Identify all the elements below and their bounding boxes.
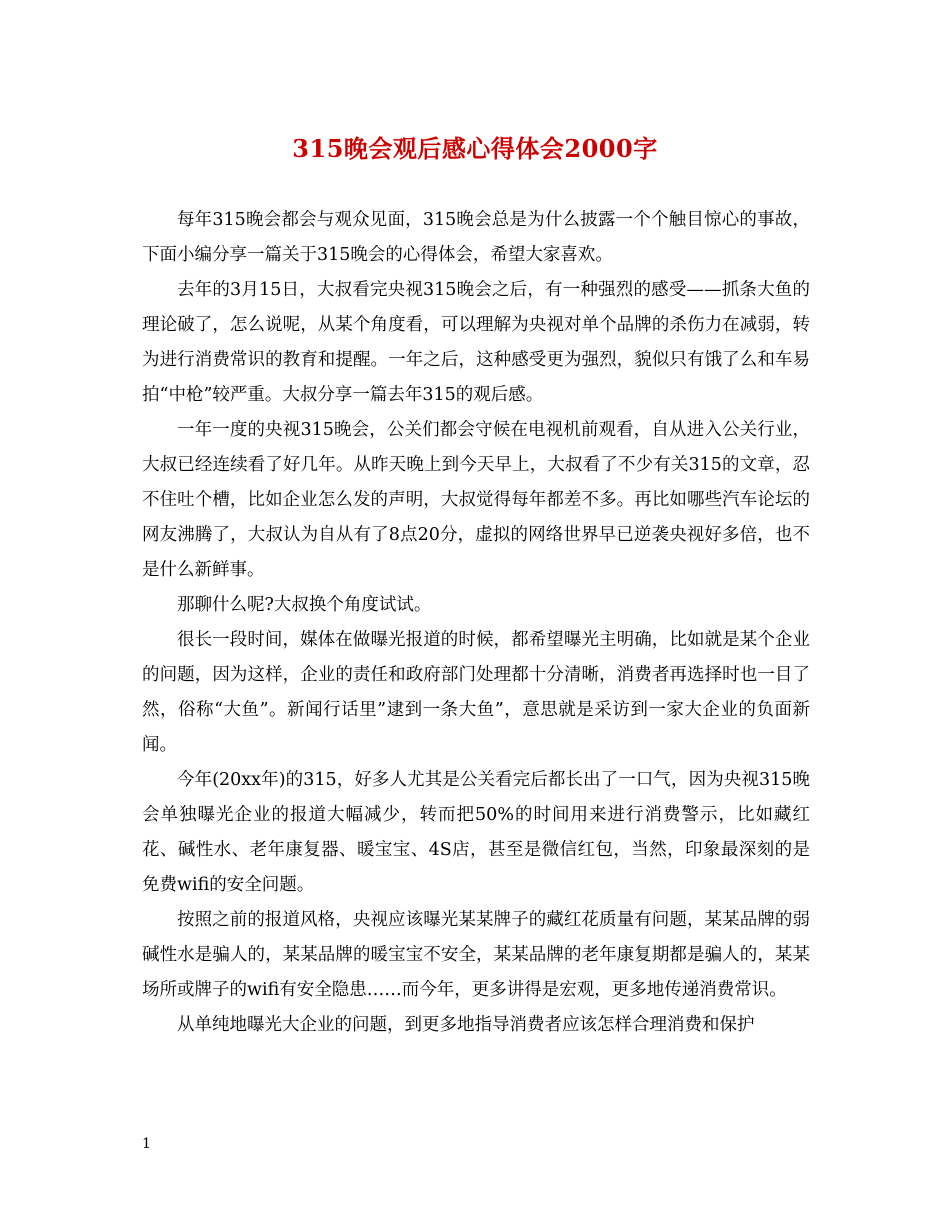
paragraph-1: 每年315晚会都会与观众见面，315晚会总是为什么披露一个个触目惊心的事故，下面小编分享一篇关于315晚会的心得体会，希望大家喜欢。: [142, 210, 810, 265]
page-number: 1: [142, 1136, 151, 1152]
paragraph-2: 去年的3月15日，大叔看完央视315晚会之后，有一种强烈的感受——抓条大鱼的理论破了，怎么说呢，从某个角度看，可以理解为央视对单个品牌的杀伤力在减弱，转为进行消费常识的教育和提醒。一年之后，这种感受更为强烈，貌似只有饿了么和车易拍“中枪”较严重。大叔分享一篇去年315的观后感。: [142, 280, 810, 405]
paragraph-8: 从单纯地曝光大企业的问题，到更多地指导消费者应该怎样合理消费和保护: [177, 1015, 755, 1035]
document-body: [142, 203, 810, 1043]
paragraph-4: 那聊什么呢?大叔换个角度试试。: [177, 595, 432, 615]
document-title: 315晚会观后感心得体会2000字: [292, 134, 658, 163]
paragraph-6: 今年(20xx年)的315，好多人尤其是公关看完后都长出了一口气，因为央视315晚会单独曝光企业的报道大幅减少，转而把50%的时间用来进行消费警示，比如藏红花、碱性水、老年康复器、暖宝宝、4S店，甚至是微信红包，当然，印象最深刻的是免费wifi的安全问题。: [142, 770, 810, 895]
paragraph-3: 一年一度的央视315晚会，公关们都会守候在电视机前观看，自从进入公关行业，大叔已经连续看了好几年。从昨天晚上到今天早上，大叔看了不少有关315的文章，忍不住吐个槽，比如企业怎么发的声明，大叔觉得每年都差不多。再比如哪些汽车论坛的网友沸腾了，大叔认为自从有了8点20分，虚拟的网络世界早已逆袭央视好多倍，也不是什么新鲜事。: [142, 420, 810, 580]
paragraph-7: 按照之前的报道风格，央视应该曝光某某牌子的藏红花质量有问题，某某品牌的弱碱性水是骗人的，某某品牌的暖宝宝不安全，某某品牌的老年康复期都是骗人的，某某场所或牌子的wifi有安全隐患……而今年，更多讲得是宏观，更多地传递消费常识。: [142, 910, 810, 1000]
paragraph-5: 很长一段时间，媒体在做曝光报道的时候，都希望曝光主明确，比如就是某个企业的问题，因为这样，企业的责任和政府部门处理都十分清晰，消费者再选择时也一目了然，俗称“大鱼”。新闻行话里”逮到一条大鱼”，意思就是采访到一家大企业的负面新闻。: [142, 630, 810, 755]
